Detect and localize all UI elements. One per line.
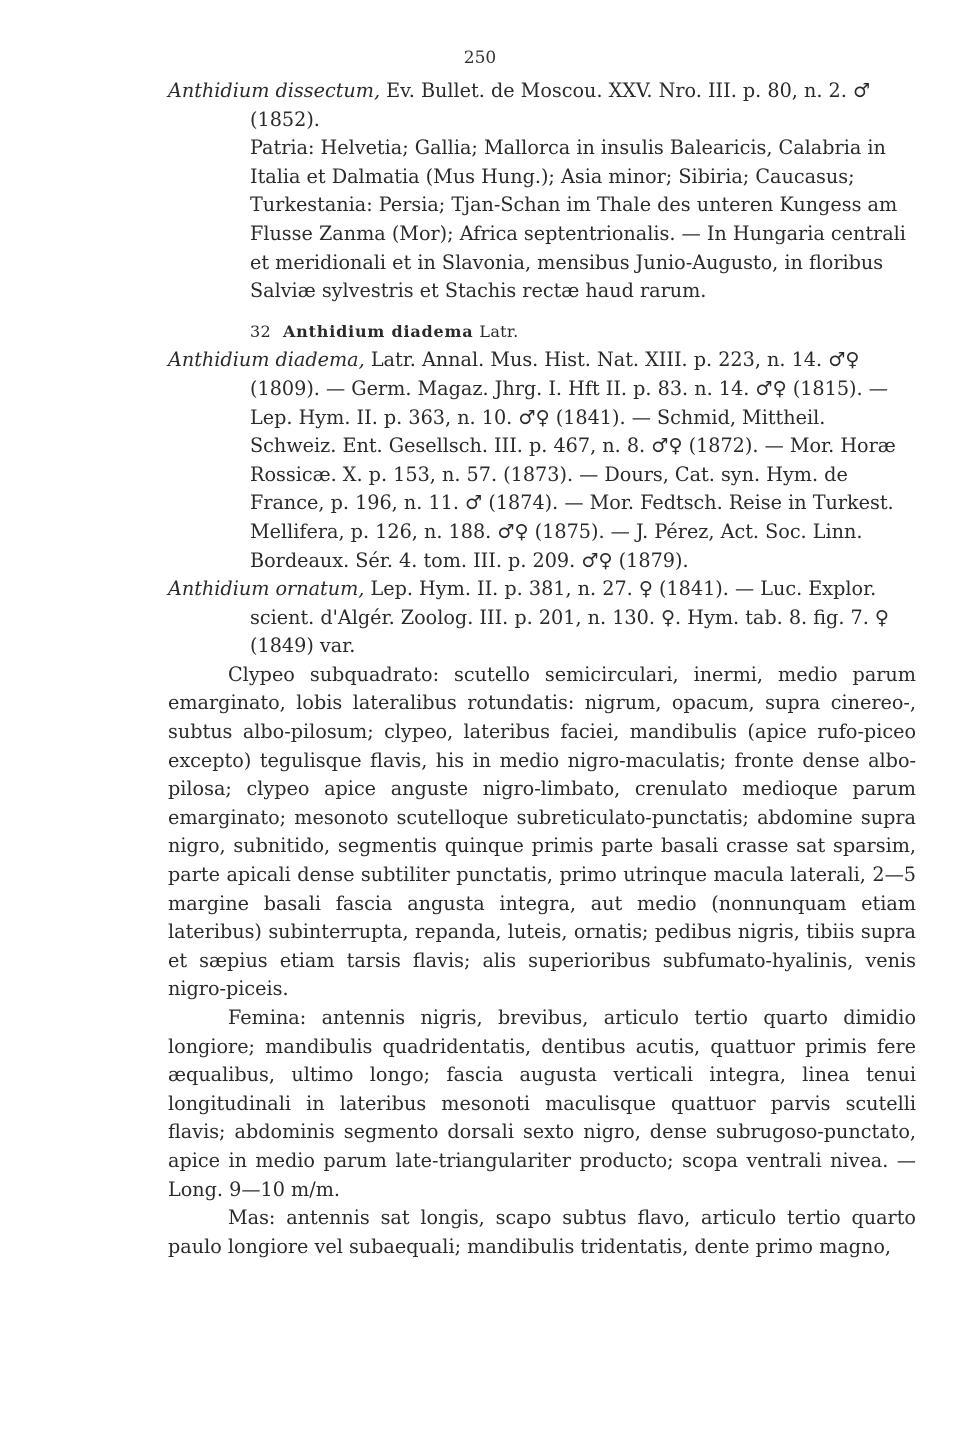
synonym-name: Anthidium ornatum, [168,577,365,601]
synonym-reference: Ev. Bullet. de Moscou. XXV. Nro. III. p. 80, n. 2. ♂ (1852). [250,79,871,131]
mas-paragraph: Mas: antennis sat longis, scapo subtus flavo, articulo tertio quarto paulo longiore vel subaequali; mandibulis tridentatis, dente primo magno, [168,1206,916,1258]
patria-paragraph: Patria: Helvetia; Gallia; Mallorca in insulis Balearicis, Calabria in Italia et Dalmatia (Mus Hung.); Asia minor; Sibiria; Caucasus; Turkestania: Persia; Tjan-Schan im Thale des unteren Kungess am Flusse Zanma (Mor); Africa septentrionalis. — In Hungaria centrali et meridionali et in Slavonia, mensibus Junio-Augusto, in floribus Salviæ sylvestris et Stachis rectæ haud rarum. [250,136,906,303]
species-number: 32 [250,321,271,341]
synonym-name: Anthidium dissectum, [168,79,381,102]
femina-paragraph: Femina: antennis nigris, brevibus, articulo tertio quarto dimidio longiore; mandibulis quadridentatis, dentibus acutis, quattuor primis fere æqualibus, ultimo longo; fascia augusta verticali integra, linea tenui longitudinali in lateribus mesonoti maculisque quattuor parvis scutelli flavis; abdominis segmento dorsali sexto nigro, dense subrugoso-punctato, apice in medio parum late-triangulariter producto; scopa ventrali nivea. — Long. 9—10 m/m. [168,1006,916,1201]
synonym-ornatum [168,575,916,661]
synonym-dissectum [168,77,916,134]
synonym-reference: Lep. Hym. II. p. 381, n. 27. ♀ (1841). — Luc. Explor. scient. d'Algér. Zoolog. III. p. 201, n. 130. ♀. Hym. tab. 8. fig. 7. ♀ (1849) var. [250,577,889,658]
synonym-name: Anthidium diadema, [168,348,365,372]
description-paragraph: Clypeo subquadrato: scutello semicirculari, inermi, medio parum emarginato, lobis lateralibus rotundatis: nigrum, opacum, supra cinereo-, subtus albo-pilosum; clypeo, lateribus faciei, mandibulis (apice rufo-piceo excepto) tegulisque flavis, his in medio nigro-maculatis; fronte dense albo-pilosa; clypeo apice anguste nigro-limbato, crenulato medioque parum emarginato; mesonoto scutelloque subreticulato-punctatis; abdomine supra nigro, subnitido, segmentis quinque primis parte basali crasse sat sparsim, parte apicali dense subtiliter punctatis, primo utrinque macula laterali, 2—5 margine basali fascia angusta integra, aut medio (nonnunquam etiam lateribus) subinterrupta, repanda, luteis, ornatis; pedibus nigris, tibiis supra et sæpius etiam tarsis flavis; alis superioribus subfumato-hyalinis, venis nigro-piceis. [168,662,916,1001]
species-name: Anthidium diadema [282,321,474,341]
synonym-diadema [168,346,916,575]
species-heading [250,318,916,347]
page-number: 250 [463,48,497,68]
page-content [168,77,916,1261]
species-author: Latr. [479,321,519,341]
synonym-reference: Latr. Annal. Mus. Hist. Nat. XIII. p. 223, n. 14. ♂♀ (1809). — Germ. Magaz. Jhrg. I. Hft II. p. 83. n. 14. ♂♀ (1815). — Lep. Hym. II. p. 363, n. 10. ♂♀ (1841). — Schmid, Mittheil. Schweiz. Ent. Gesellsch. III. p. 467, n. 8. ♂♀ (1872). — Mor. Horæ Rossicæ. X. p. 153, n. 57. (1873). — Dours, Cat. syn. Hym. de France, p. 196, n. 11. ♂ (1874). — Mor. Fedtsch. Reise in Turkest. Mellifera, p. 126, n. 188. ♂♀ (1875). — J. Pérez, Act. Soc. Linn. Bordeaux. Sér. 4. tom. III. p. 209. ♂♀ (1879). [250,348,896,572]
